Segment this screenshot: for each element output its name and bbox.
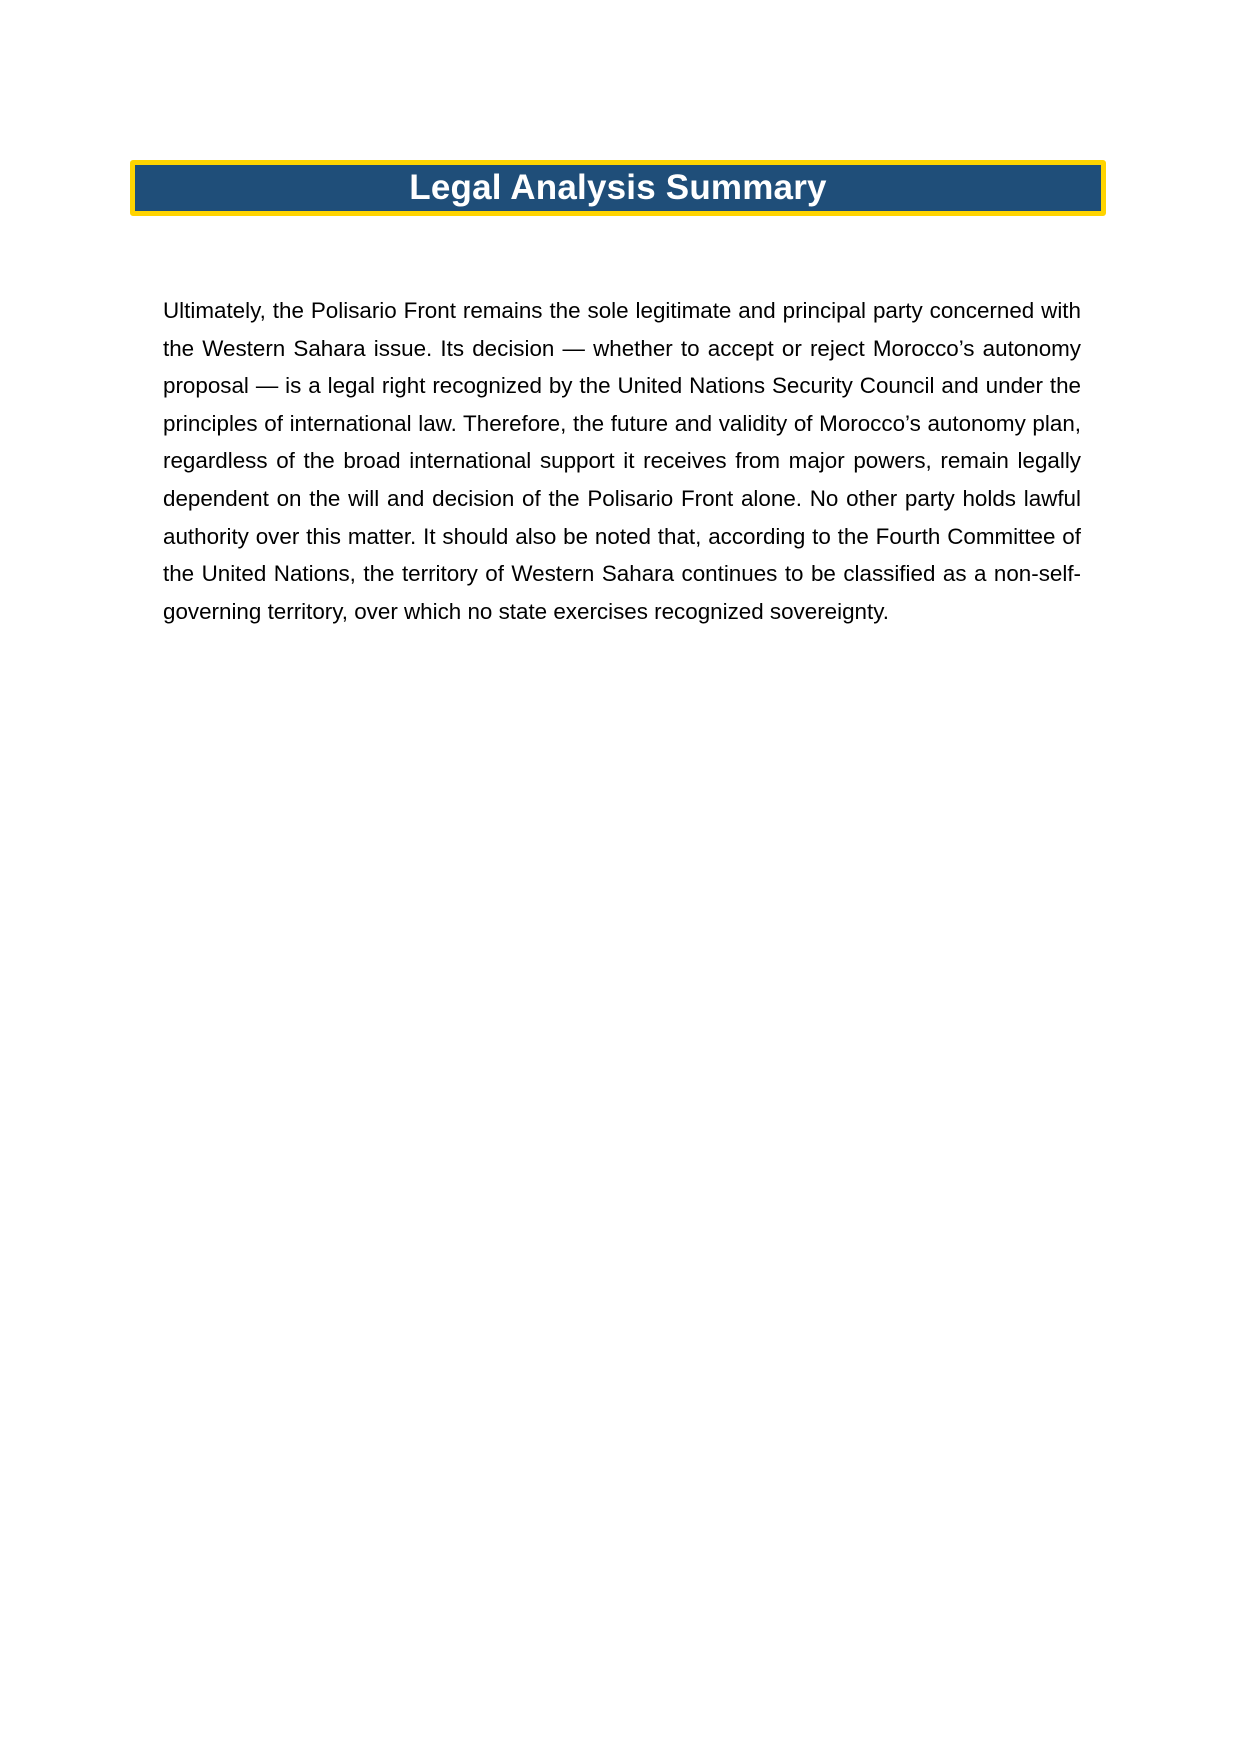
summary-paragraph: Ultimately, the Polisario Front remains the sole legitimate and principal party concerned with the Western Sahara issue. Its decision — whether to accept or reject Morocco’s autonomy proposal — is a legal right recognized by the United Nations Security Council and under the principles of international law. Therefore, the future and validity of Morocco’s autonomy plan, regardless of the broad international support it receives from major powers, remain legally dependent on the will and decision of the Polisario Front alone. No other party holds lawful authority over this matter. It should also be noted that, according to the Fourth Committee of the United Nations, the territory of Western Sahara continues to be classified as a non-self-governing territory, over which no state exercises recognized sovereignty. [163,298,1081,624]
page-title: Legal Analysis Summary [409,167,827,207]
title-banner [130,160,1106,216]
